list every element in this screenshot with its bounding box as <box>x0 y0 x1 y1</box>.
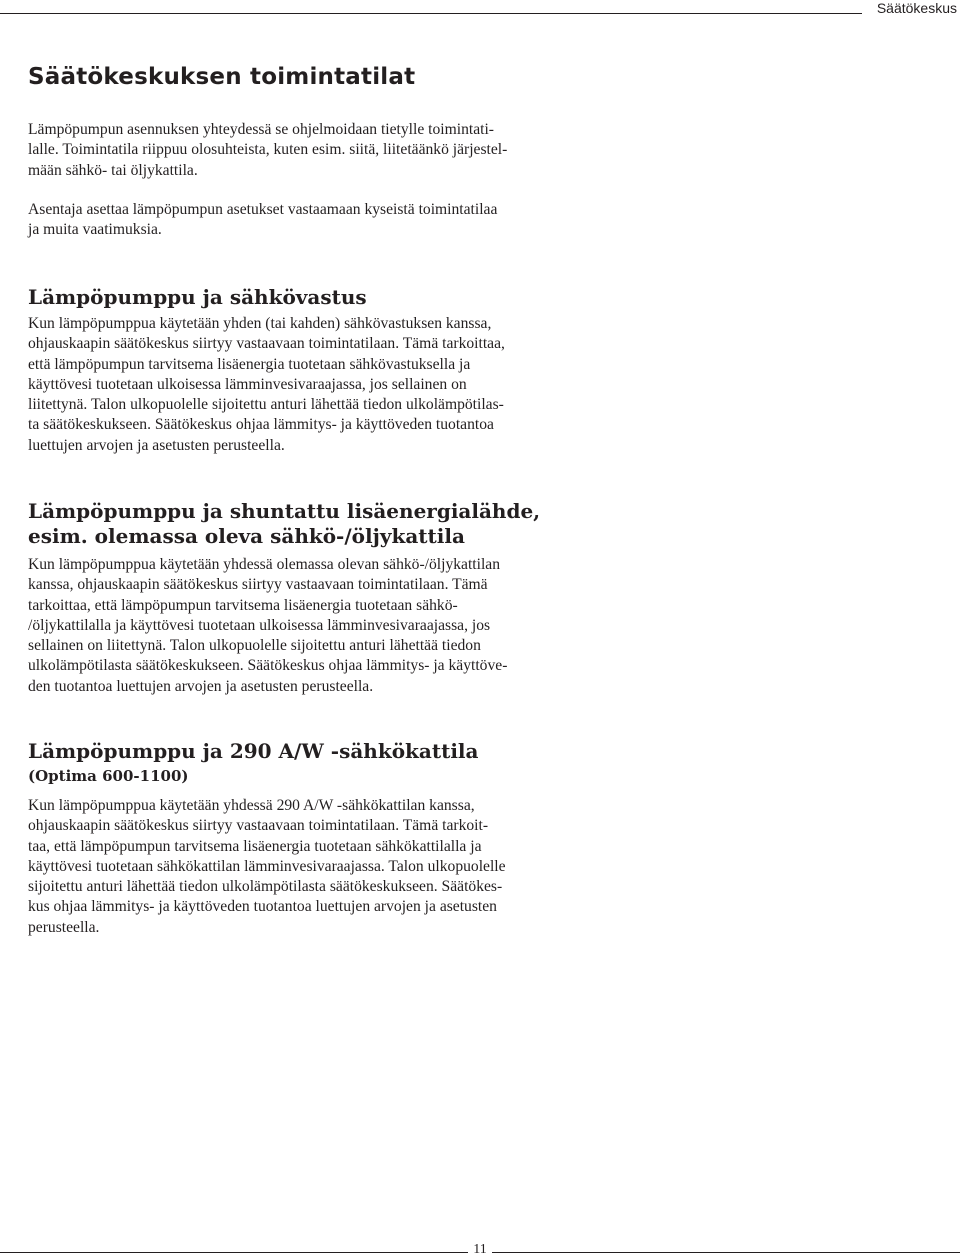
page-number: 11 <box>470 1242 490 1258</box>
footer-rule-right <box>492 1252 960 1253</box>
section-subheading-model-range: (Optima 600-1100) <box>28 767 189 785</box>
section-heading-electric-resistor: Lämpöpumppu ja sähkövastus <box>28 285 367 309</box>
running-header: Säätökeskus <box>876 0 957 16</box>
section-heading-shunted-boiler: Lämpöpumppu ja shuntattu lisäenergialähde, esim. olemassa oleva sähkö-/öljykattila <box>28 499 541 548</box>
section-body-electric-resistor: Kun lämpöpumppua käytetään yhden (tai kahden) sähkövastuksen kanssa, ohjauskaapin säätökeskus siirtyy vastaavaan toimintatilaan. Tämä tarkoittaa, että lämpöpumpun tarvitsema lisäenergia tuotetaan sähkövastuksella ja käyttövesi tuotetaan ulkoisessa lämminvesivaraajassa, jos sellainen on liitettynä. Talon ulkopuolelle sijoitettu anturi lähettää tiedon ulkolämpötilas- ta säätökeskukseen. Säätökeskus ohjaa lämmitys- ja käyttöveden tuotantoa luettujen arvojen ja asetusten perusteella. <box>28 315 505 454</box>
section-body-electric-boiler: Kun lämpöpumppua käytetään yhdessä 290 A/W -sähkökattilan kanssa, ohjauskaapin säätökeskus siirtyy vastaavaan toimintatilaan. Tämä tarkoit- taa, että lämpöpumpun tarvitsema lisäenergia tuotetaan sähkökattilalla ja käyttövesi tuotetaan sähkökattilan lämminvesivaraajassa. Talon ulkopuolelle sijoitettu anturi lähettää tiedon ulkolämpötilasta säätökeskukseen. Säätökes- kus ohjaa lämmitys- ja käyttöveden tuotantoa luettujen arvojen ja asetusten perusteella. <box>28 797 506 936</box>
page-title: Säätökeskuksen toimintatilat <box>28 64 416 90</box>
intro-paragraph-2: Asentaja asettaa lämpöpumpun asetukset vastaamaan kyseistä toimintatilaa ja muita vaatimuksia. <box>28 201 498 239</box>
section-heading-electric-boiler: Lämpöpumppu ja 290 A/W -sähkökattila <box>28 739 479 763</box>
intro-paragraph-1: Lämpöpumpun asennuksen yhteydessä se ohjelmoidaan tietylle toimintati- lalle. Toimintatila riippuu olosuhteista, kuten esim. siitä, liitetäänkö järjestel- mään sähkö- tai öljykattila. <box>28 121 508 179</box>
footer-rule-left <box>0 1252 468 1253</box>
section-body-shunted-boiler: Kun lämpöpumppua käytetään yhdessä olemassa olevan sähkö-/öljykattilan kanssa, ohjauskaapin säätökeskus siirtyy vastaavaan toimintatilaan. Tämä tarkoittaa, että lämpöpumpun tarvitsema lisäenergia tuotetaan sähkö- /öljykattilalla ja käyttövesi tuotetaan ulkoisessa lämminvesivaraajassa, jos sellainen on liitettynä. Talon ulkopuolelle sijoitettu anturi lähettää tiedon ulkolämpötilasta säätökeskukseen. Säätökeskus ohjaa lämmitys- ja käyttöve- den tuotantoa luettujen arvojen ja asetusten perusteella. <box>28 556 508 695</box>
header-rule <box>0 13 862 14</box>
